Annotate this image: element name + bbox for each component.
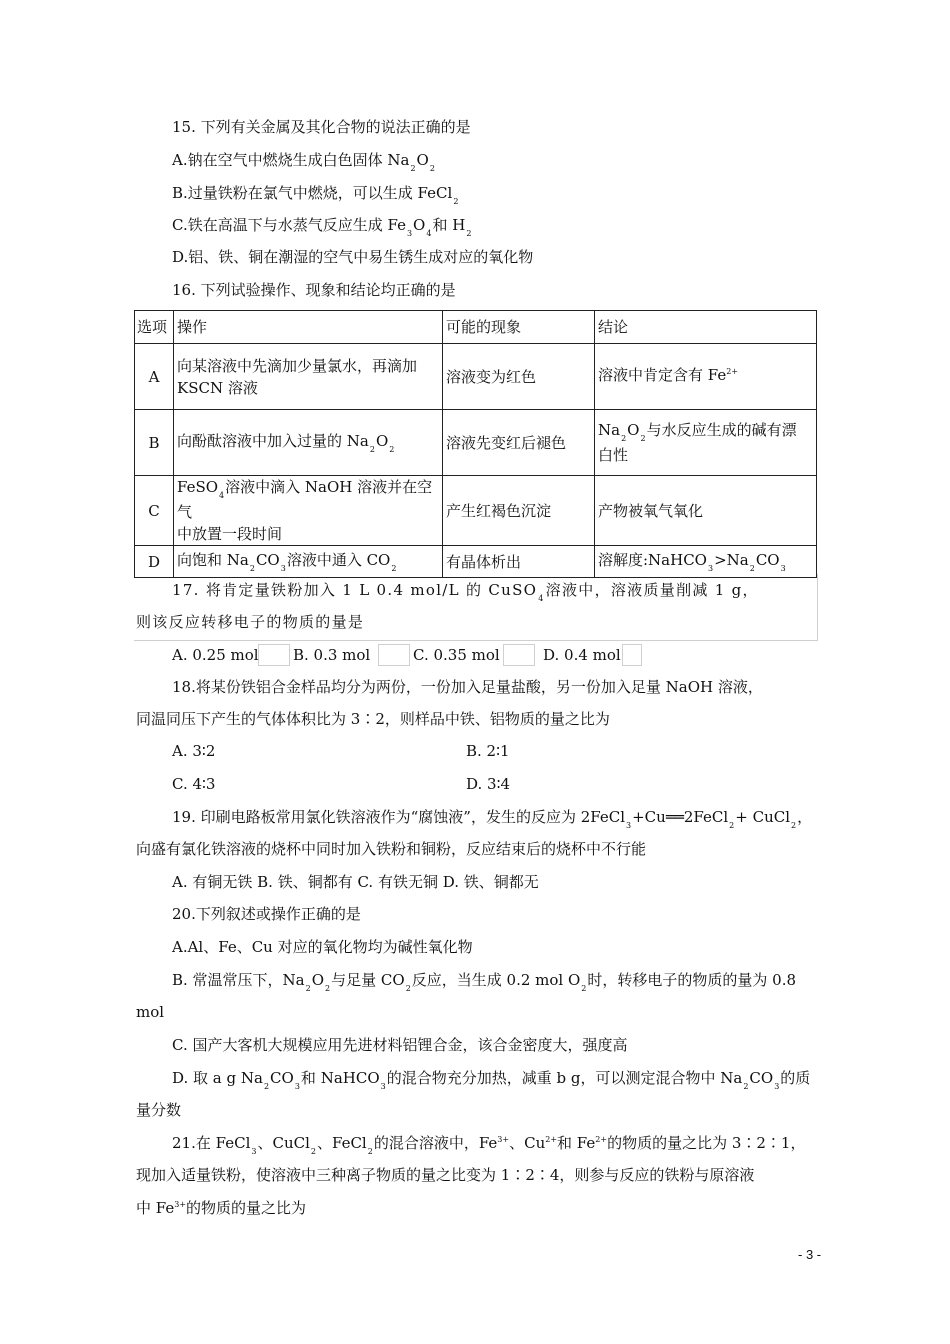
q19-stem-line2: 向盛有氯化铁溶液的烧杯中同时加入铁粉和铜粉，反应结束后的烧杯中不行能 <box>136 840 647 858</box>
q17-option-a: A. 0.25 mol <box>172 646 259 664</box>
q15-option-c: C.铁在高温下与水蒸气反应生成 $Fe_3O_4$和 $H_2$ <box>172 216 472 238</box>
q18-stem-line2: 同温同压下产生的气体体积比为 3∶2，则样品中铁、铝物质的量之比为 <box>136 710 610 728</box>
header-operation: 操作 <box>174 311 443 344</box>
row-operation: FeSO$_4$溶液中滴入 NaOH 溶液并在空气 中放置一段时间 <box>174 476 443 546</box>
q17-option-b: B. 0.3 mol <box>293 646 371 664</box>
table-row <box>135 344 817 410</box>
q20-option-b-cont: mol <box>136 1003 165 1021</box>
q16-table <box>134 310 817 578</box>
row-operation: 向酚酞溶液中加入过量的 $Na_2O_2$ <box>174 410 443 476</box>
row-key: D <box>135 546 174 578</box>
q18-option-d: D. 3∶4 <box>466 775 511 793</box>
row-key: A <box>135 344 174 410</box>
q18-option-b: B. 2∶1 <box>466 742 510 760</box>
header-conclusion: 结论 <box>595 311 817 344</box>
row-conclusion: 产物被氧气氧化 <box>595 476 817 546</box>
q20-option-a: A.Al、Fe、Cu 对应的氧化物均为碱性氧化物 <box>172 938 473 956</box>
row-key: B <box>135 410 174 476</box>
q17-option-c: C. 0.35 mol <box>413 646 500 664</box>
q21-stem-line1: 21.在 FeCl$_3$、CuCl$_2$、FeCl$_2$的混合溶液中，$Fe^{3+}$、$Cu^{2+}$和 $Fe^{2+}$的物质的量之比为 3∶2∶1， <box>172 1134 806 1156</box>
table-row <box>135 476 817 546</box>
q15-stem: 15. 下列有关金属及其化合物的说法正确的是 <box>172 118 471 136</box>
row-phenomenon: 溶液变为红色 <box>443 344 595 410</box>
page-number: - 3 - <box>798 1247 822 1262</box>
row-conclusion: 溶解度$:NaHCO_3>Na_2CO_3$ <box>595 546 817 578</box>
q17-option-frame <box>503 644 535 666</box>
q20-option-c: C. 国产大客机大规模应用先进材料铝锂合金，该合金密度大，强度高 <box>172 1036 628 1054</box>
table-row <box>135 410 817 476</box>
row-phenomenon: 溶液先变红后褪色 <box>443 410 595 476</box>
q17-stem-line2: 则该反应转移电子的物质的量是 <box>136 613 365 631</box>
q21-stem-line3: 中 $Fe^{3+}$的物质的量之比为 <box>136 1199 307 1217</box>
header-option: 选项 <box>135 311 174 344</box>
q19-options: A. 有铜无铁 B. 铁、铜都有 C. 有铁无铜 D. 铁、铜都无 <box>172 873 539 891</box>
q20-option-d: D. 取 a g $Na_2CO_3$和 NaHCO$_3$的混合物充分加热，减重 b g，可以测定混合物中 $Na_2CO_3$的质 <box>172 1069 811 1091</box>
q16-stem: 16. 下列试验操作、现象和结论均正确的是 <box>172 281 456 299</box>
row-conclusion: $Na_2O_2$与水反应生成的碱有漂 白性 <box>595 410 817 476</box>
row-key: C <box>135 476 174 546</box>
row-phenomenon: 产生红褐色沉淀 <box>443 476 595 546</box>
q18-option-c: C. 4∶3 <box>172 775 216 793</box>
q17-option-frame <box>622 644 642 666</box>
table-row <box>135 546 817 578</box>
q17-option-frame <box>258 644 290 666</box>
q15-option-a: A.钠在空气中燃烧生成白色固体 $Na_2O_2$ <box>172 151 435 173</box>
q15-option-d: D.铝、铁、铜在潮湿的空气中易生锈生成对应的氧化物 <box>172 248 534 266</box>
q20-stem: 20.下列叙述或操作正确的是 <box>172 905 361 923</box>
q15-option-b: B.过量铁粉在氯气中燃烧，可以生成 FeCl$_2$ <box>172 184 459 206</box>
header-phenomenon: 可能的现象 <box>443 311 595 344</box>
q20-option-b: B. 常温常压下，$Na_2O_2$与足量 $CO_2$反应，当生成 0.2 mol $O_2$时，转移电子的物质的量为 0.8 <box>172 971 797 993</box>
q19-stem-line1: 19. 印刷电路板常用氯化铁溶液作为“腐蚀液”，发生的反应为 2FeCl$_3$+Cu══2FeCl$_2$+ CuCl$_2$， <box>172 808 813 830</box>
q18-stem-line1: 18.将某份铁铝合金样品均分为两份，一份加入足量盐酸，另一份加入足量 NaOH 溶液， <box>172 678 763 696</box>
q18-option-a: A. 3∶2 <box>172 742 216 760</box>
row-operation: 向饱和 $Na_2CO_3$溶液中通入 $CO_2$ <box>174 546 443 578</box>
q21-stem-line2: 现加入适量铁粉，使溶液中三种离子物质的量之比变为 1∶2∶4，则参与反应的铁粉与原溶液 <box>136 1166 755 1184</box>
q20-option-d-cont: 量分数 <box>136 1101 182 1119</box>
q17-stem-line1: 17. 将肯定量铁粉加入 1 L 0.4 mol/L 的 CuSO$_4$溶液中，溶液质量削减 1 g， <box>172 581 759 603</box>
row-phenomenon: 有晶体析出 <box>443 546 595 578</box>
table-header-row <box>135 311 817 344</box>
q17-option-frame <box>378 644 410 666</box>
row-operation: 向某溶液中先滴加少量氯水，再滴加 KSCN 溶液 <box>174 344 443 410</box>
q17-option-d: D. 0.4 mol <box>543 646 621 664</box>
row-conclusion: 溶液中肯定含有 $Fe^{2+}$ <box>595 344 817 410</box>
